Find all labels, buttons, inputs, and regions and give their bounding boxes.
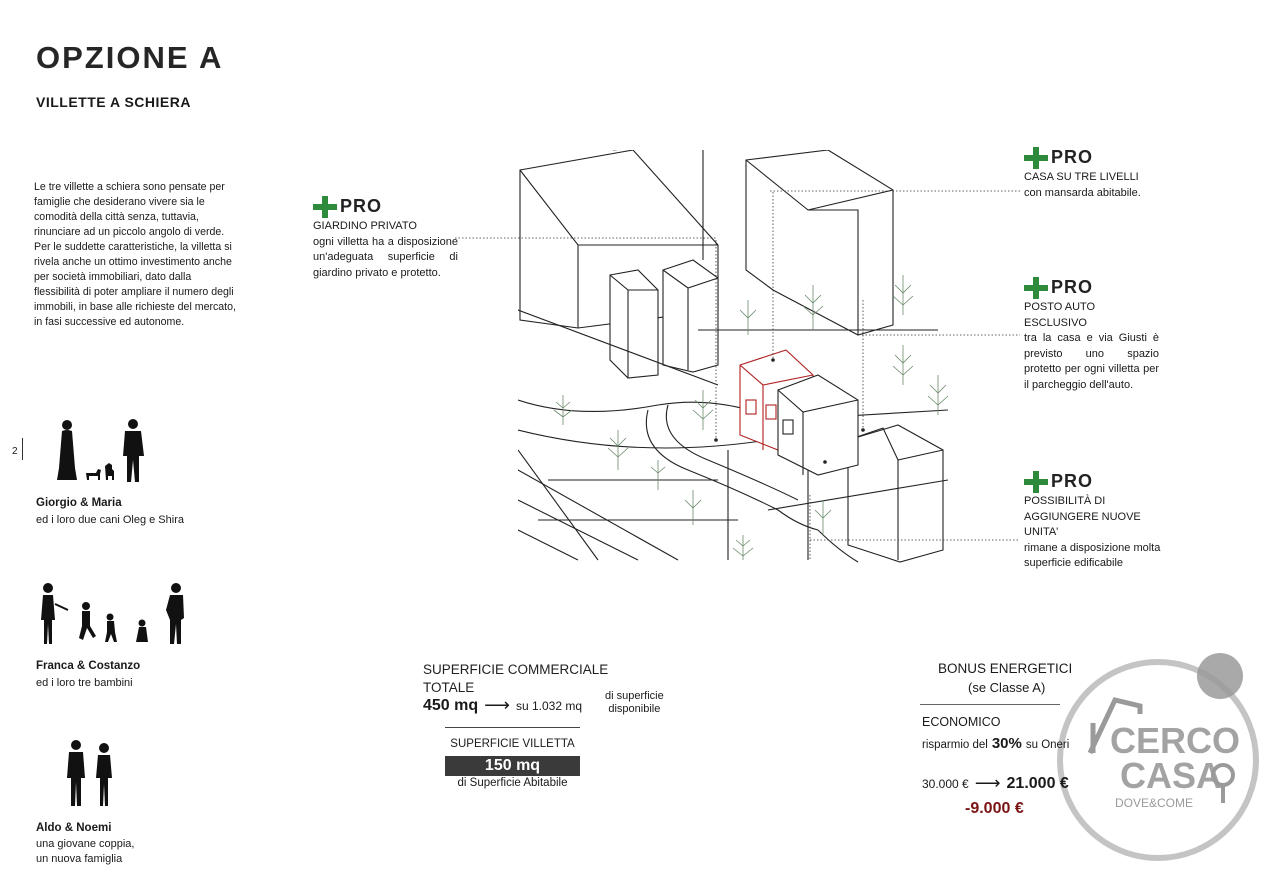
pro-three-levels-text: con mansarda abitabile.	[1024, 186, 1141, 199]
logo-line-2: CASA	[1120, 755, 1223, 796]
villa-label: SUPERFICIE VILLETTA	[450, 738, 575, 750]
pro-three-levels-title: CASA SU TRE LIVELLI	[1024, 171, 1139, 183]
plus-icon	[1024, 277, 1048, 299]
bonus-title: BONUS ENERGETICI	[938, 661, 1073, 676]
pro-three-levels-head	[1024, 147, 1154, 169]
pro-expansion-head	[1024, 471, 1164, 493]
family-2-desc: ed i loro tre bambini	[36, 677, 133, 689]
price-to: 21.000 €	[1006, 774, 1069, 792]
villa-value: 150 mq	[445, 756, 580, 776]
logo-line-3: DOVE&COME	[1115, 796, 1194, 810]
pro-expansion	[1024, 471, 1164, 572]
pro-parking	[1024, 277, 1159, 393]
surface-total-row	[423, 695, 582, 716]
villa-note: di Superficie Abitabile	[457, 777, 568, 789]
plus-icon	[1024, 471, 1048, 493]
pro-garden	[313, 196, 458, 281]
intro-paragraph-1: Le tre villette a schiera sono pensate per famiglie che desiderano vivere sia le comodità della città senza, tuttavia, rinunciare ad un piccolo angolo di verde.	[34, 181, 225, 238]
surface-title-line-1: SUPERFICIE COMMERCIALE	[423, 662, 609, 677]
pro-parking-label: PRO	[1051, 277, 1094, 298]
surface-available-note-2: disponibile	[608, 703, 661, 715]
pro-expansion-title: POSSIBILITÀ DI AGGIUNGERE NUOVE UNITA'	[1024, 495, 1141, 538]
saving-percent: 30%	[991, 735, 1022, 752]
page-subtitle: VILLETTE A SCHIERA	[36, 94, 191, 110]
pro-three-levels	[1024, 147, 1154, 201]
saving-prefix: risparmio del	[922, 739, 988, 751]
plus-icon	[1024, 147, 1048, 169]
saving-suffix: su Oneri	[1025, 739, 1070, 751]
surface-available-note-1: di superficie	[605, 690, 664, 702]
pro-three-levels-label: PRO	[1051, 147, 1094, 168]
arrow-icon: ⟶	[974, 773, 1001, 793]
pro-parking-text: tra la casa e via Giusti è previsto uno spazio protetto per ogni villetta per il parcheggio dell'auto.	[1024, 332, 1159, 391]
pro-garden-label: PRO	[340, 196, 383, 217]
family-3-name: Aldo & Noemi	[36, 822, 112, 834]
economic-label: ECONOMICO	[922, 715, 1001, 729]
location-pin-icon	[1213, 765, 1233, 803]
surface-total: 450 mq	[423, 696, 479, 714]
family-3-desc-1: una giovane coppia,	[36, 838, 135, 850]
surface-available-note	[605, 690, 664, 716]
price-row	[922, 773, 1069, 794]
intro-paragraph-2: Per le suddette caratteristiche, la villetta si rivela anche un ottimo investimento anche per società immobiliari, dato dalla flessibilità di poter ampliare il numero degli immobili, in base alle richieste del mercato, in fasi successive ed autonome.	[34, 241, 236, 328]
family-1-desc: ed i loro due cani Oleg e Shira	[36, 514, 184, 526]
price-difference: -9.000 €	[965, 800, 1024, 817]
surface-divider	[445, 727, 580, 728]
pro-parking-title: POSTO AUTO ESCLUSIVO	[1024, 301, 1096, 329]
page-number: 2	[12, 446, 18, 457]
surface-available: su 1.032 mq	[515, 698, 582, 713]
surface-title-line-2: TOTALE	[423, 680, 475, 695]
saving-row	[922, 735, 1069, 752]
pro-garden-title: GIARDINO PRIVATO	[313, 220, 417, 232]
plus-icon	[313, 196, 337, 218]
pro-parking-head	[1024, 277, 1159, 299]
price-from: 30.000 €	[922, 776, 969, 791]
page-title: OPZIONE A	[36, 40, 224, 75]
bonus-subtitle: (se Classe A)	[968, 680, 1046, 695]
cerco-casa-logo	[1055, 648, 1270, 863]
pro-garden-head	[313, 196, 458, 218]
family-1-name: Giorgio & Maria	[36, 497, 122, 509]
arrow-icon: ⟶	[484, 695, 510, 715]
logo-line-1: CERCO	[1110, 720, 1241, 761]
family-3-desc-2: un nuova famiglia	[36, 853, 123, 865]
pro-garden-text: ogni villetta ha a disposizione un'adeguata superficie di giardino privato e protetto.	[313, 235, 458, 279]
bonus-divider	[920, 704, 1060, 705]
family-2-name: Franca & Costanzo	[36, 660, 141, 672]
pro-expansion-label: PRO	[1051, 471, 1094, 492]
pro-expansion-text: rimane a disposizione molta superficie edificabile	[1024, 541, 1161, 569]
